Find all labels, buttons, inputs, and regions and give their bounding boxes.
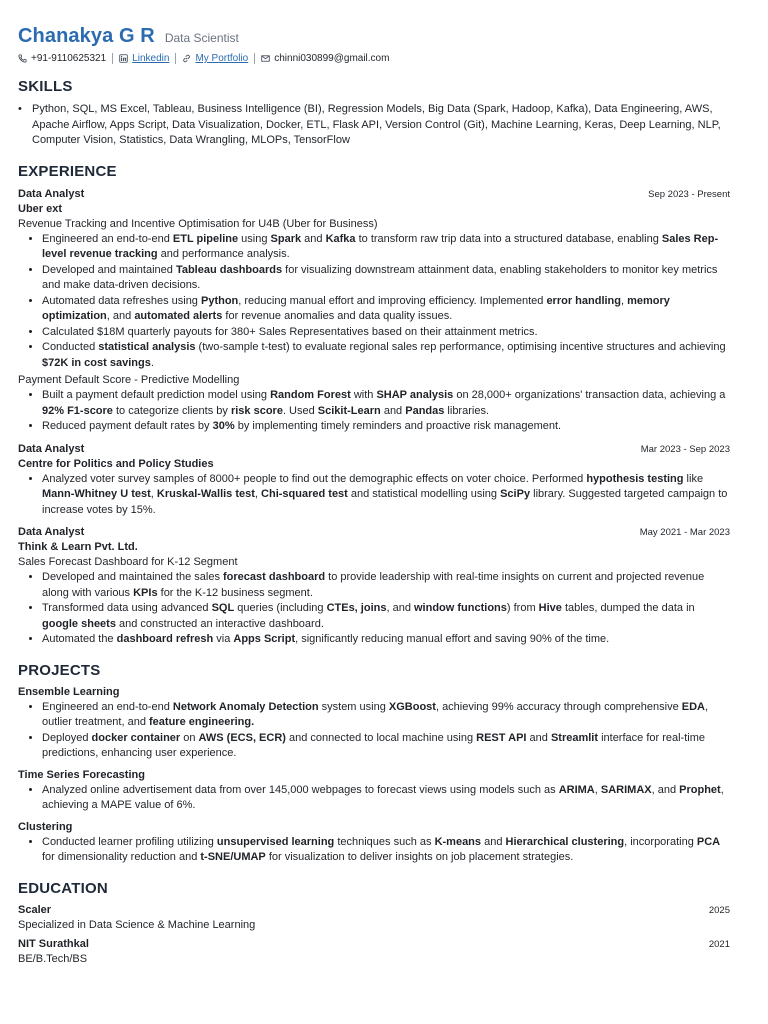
bold-text: SARIMAX	[600, 783, 652, 796]
bold-text: Hierarchical clustering	[505, 835, 625, 848]
experience-heading: EXPERIENCE	[18, 162, 117, 180]
candidate-name: Chanakya G R	[18, 25, 155, 47]
bullet-text: and constructed an interactive dashboard.	[115, 617, 324, 630]
project-entry	[18, 686, 730, 762]
bullet-text: and	[380, 404, 406, 417]
bold-text: window functions	[414, 602, 507, 614]
bullet-text: and connected to local machine using	[285, 731, 477, 744]
candidate-role: Data Scientist	[164, 31, 239, 45]
bullet-text: like	[683, 472, 704, 485]
contact-email[interactable]	[261, 53, 389, 64]
portfolio-link[interactable]: My Portfolio	[195, 53, 249, 64]
bullet-text: , achieving 99% accuracy through comprehensive	[435, 700, 682, 713]
bullet-text: to provide leadership with real-time insights on current and projected revenue along with various	[42, 571, 705, 599]
bold-text: Chi-squared test	[261, 488, 348, 500]
projects-heading: PROJECTS	[18, 661, 101, 679]
skills-section	[18, 78, 730, 149]
bullet-text: for dimensionality reduction and	[42, 851, 201, 863]
bullet-text: via	[213, 633, 234, 645]
job-dates: Mar 2023 - Sep 2023	[640, 443, 730, 455]
phone-icon	[18, 54, 27, 63]
bullet-list	[18, 835, 730, 866]
bold-text: Tableau dashboards	[175, 263, 283, 276]
bullet-item	[42, 340, 730, 371]
bullet-text: interface for real-time predictions, enhancing user experience.	[42, 731, 705, 759]
projects-list	[18, 686, 730, 866]
bullet-text: , incorporating	[624, 835, 697, 848]
bullet-item	[42, 601, 730, 632]
school-name: NIT Surathkal	[18, 937, 89, 950]
education-heading: EDUCATION	[18, 879, 108, 897]
experience-header	[18, 188, 730, 200]
bullet-text: for revenue anomalies and data quality issues.	[222, 310, 453, 322]
bullet-text: ,	[150, 488, 157, 500]
bold-text: google sheets	[42, 617, 116, 630]
bold-text: EDA	[681, 700, 705, 713]
bullet-text: , reducing manual effort and improving efficiency. Implemented	[238, 294, 547, 307]
contact-divider	[175, 53, 176, 64]
bullet-text: for visualization to deliver insights on job placement strategies.	[265, 851, 574, 863]
bullet-text: ,	[594, 783, 601, 796]
linkedin-icon	[119, 54, 128, 63]
company-name: Centre for Politics and Policy Studies	[18, 457, 214, 470]
bold-text: dashboard refresh	[116, 633, 214, 645]
bold-text: XGBoost	[388, 700, 436, 713]
bold-text: AWS (ECS, ECR)	[198, 731, 286, 744]
bullet-item	[42, 419, 730, 435]
degree-detail: BE/B.Tech/BS	[18, 952, 88, 965]
bullet-text: ,	[621, 294, 628, 307]
bullet-text: library. Suggested targeted campaign to increase votes by 15%.	[42, 488, 728, 516]
bold-text: feature engineering.	[149, 716, 255, 728]
bullet-text: Conducted	[42, 341, 99, 353]
project-title: Ensemble Learning	[18, 685, 120, 698]
bold-text: forecast dashboard	[223, 571, 326, 583]
project-title: Time Series Forecasting	[18, 768, 145, 781]
bullet-text: ,	[254, 488, 262, 500]
bullet-text: on	[180, 731, 199, 744]
bullet-item	[42, 632, 730, 648]
bullet-text: , achieving a MAPE value of 6%.	[42, 783, 724, 811]
bullet-text: libraries.	[444, 404, 489, 417]
bullet-item	[42, 232, 730, 263]
bullet-text: to categorize clients by	[112, 404, 231, 417]
bullet-list	[18, 388, 730, 435]
project-subtitle: Revenue Tracking and Incentive Optimisation for U4B (Uber for Business)	[18, 217, 378, 230]
bullet-text: tables, dumped the data in	[561, 602, 695, 614]
bold-text: ARIMA	[558, 783, 595, 796]
education-entry	[18, 904, 730, 931]
bullet-text: Built a payment default prediction model using	[42, 389, 271, 401]
bold-text: K-means	[434, 835, 482, 848]
bold-text: SHAP analysis	[376, 389, 454, 401]
contact-divider	[112, 53, 113, 64]
bullet-list	[18, 232, 730, 372]
bold-text: Hive	[538, 602, 562, 614]
experience-entry	[18, 188, 730, 435]
bullet-text: , and	[106, 310, 135, 322]
bullet-text: , outlier treatment, and	[42, 700, 709, 728]
bold-text: automated alerts	[134, 310, 223, 322]
bold-text: 92% F1-score	[42, 404, 113, 417]
skills-heading: SKILLS	[18, 78, 73, 95]
bullet-item	[42, 700, 730, 731]
bold-text: KPIs	[133, 586, 158, 599]
project-subtitle: Sales Forecast Dashboard for K-12 Segment	[18, 556, 238, 568]
graduation-year: 2021	[708, 938, 730, 950]
resume-page	[18, 0, 730, 965]
bold-text: Kruskal-Wallis test	[156, 488, 255, 500]
bold-text: error handling	[546, 294, 621, 307]
bullet-text: on 28,000+ organizations' transaction data, achieving a	[453, 389, 726, 401]
contact-phone	[18, 53, 106, 64]
company-name: Uber ext	[18, 202, 63, 215]
skills-list: • Python, SQL, MS Excel, Tableau, Business Intelligence (BI), Regression Models, Big Data (Spark, Hadoop, Kafka), Data Engineering, AWS, Apache Airflow, Apps Script, Data Visualization, Docker, ETL, Flask API, Version Control (Git), Machine Learning, Keras, Deep Learning, NLP, Computer Vision, Statistics, Data Wrangling, MLOPs, TensorFlow	[18, 102, 730, 149]
bullet-item	[42, 263, 730, 294]
bullet-item	[42, 570, 730, 601]
bullet-text: using	[238, 232, 271, 245]
bullet-text: by implementing timely reminders and proactive risk management.	[234, 420, 562, 432]
bullet-text: Analyzed online advertisement data from over 145,000 webpages to forecast views using models such as	[42, 783, 559, 796]
contact-linkedin[interactable]	[119, 53, 169, 64]
bullet-text: Calculated $18M quarterly payouts for 380+ Sales Representatives based on their attainment metrics.	[42, 325, 538, 338]
experience-list	[18, 188, 730, 648]
experience-header	[18, 443, 730, 455]
education-list	[18, 904, 730, 965]
bullet-text: and	[301, 232, 326, 245]
bullet-item	[42, 294, 730, 325]
bullet-text: ) from	[506, 602, 539, 614]
bold-text: Spark	[270, 232, 302, 245]
experience-entry	[18, 443, 730, 519]
bold-text: Scikit-Learn	[317, 404, 381, 417]
experience-section	[18, 163, 730, 648]
bullet-item	[42, 388, 730, 419]
bullet-text: techniques such as	[334, 835, 435, 848]
bold-text: risk score	[230, 404, 283, 417]
bold-text: $72K in cost savings	[42, 356, 151, 369]
bold-text: Prophet	[679, 783, 721, 796]
bullet-item	[42, 835, 730, 866]
bullet-list	[18, 570, 730, 648]
bullet-text: Automated the	[42, 633, 117, 645]
experience-header	[18, 526, 730, 538]
bold-text: Kafka	[325, 232, 356, 245]
job-dates: May 2021 - Mar 2023	[639, 527, 730, 538]
bullet-text: system using	[318, 700, 389, 713]
phone-text: +91-9110625321	[31, 53, 107, 64]
degree-detail: Specialized in Data Science & Machine Learning	[18, 918, 256, 931]
contact-portfolio[interactable]	[182, 53, 248, 64]
projects-section	[18, 662, 730, 866]
bold-text: Streamlit	[550, 731, 599, 744]
bullet-text: and statistical modelling using	[347, 488, 501, 500]
bullet-list	[18, 472, 730, 519]
bullet-text: Transformed data using advanced	[42, 602, 212, 614]
link-icon	[182, 54, 191, 63]
school-name: Scaler	[18, 903, 52, 916]
bold-text: Pandas	[405, 404, 445, 417]
bullet-item	[42, 731, 730, 762]
bold-text: SciPy	[500, 488, 531, 500]
bullet-text: with	[350, 389, 377, 401]
bold-text: statistical analysis	[98, 341, 196, 353]
contact-divider	[254, 53, 255, 64]
bullet-text: and	[481, 835, 506, 848]
bullet-text: queries (including	[234, 602, 327, 614]
bullet-text: for visualizing downstream attainment data, enabling stakeholders to monitor key metrics and make data-driven decisions.	[42, 263, 718, 291]
education-header	[18, 904, 730, 916]
bullet-item	[42, 783, 730, 814]
bullet-text: Reduced payment default rates by	[42, 420, 213, 432]
job-title: Data Analyst	[18, 526, 85, 538]
graduation-year: 2025	[708, 904, 730, 916]
bold-text: Apps Script	[233, 633, 296, 645]
bullet-text: . Used	[282, 404, 318, 417]
project-entry	[18, 821, 730, 866]
company-name: Think & Learn Pvt. Ltd.	[18, 541, 138, 553]
bullet-list	[18, 700, 730, 762]
bullet-text: Engineered an end-to-end	[42, 232, 173, 245]
resume-header	[18, 25, 730, 48]
job-dates: Sep 2023 - Present	[648, 188, 730, 200]
bullet-text: Automated data refreshes using	[42, 294, 201, 307]
bullet-text: Conducted learner profiling utilizing	[42, 835, 217, 848]
contact-bar	[18, 53, 730, 64]
bullet-text: Developed and maintained	[42, 263, 176, 276]
bullet-text: , and	[386, 602, 414, 614]
bold-text: memory optimization	[42, 294, 670, 322]
bold-text: Python	[200, 294, 239, 307]
job-title: Data Analyst	[18, 187, 85, 200]
bold-text: PCA	[696, 835, 721, 848]
bold-text: hypothesis testing	[586, 472, 684, 485]
bold-text: SQL	[211, 602, 235, 614]
education-entry	[18, 938, 730, 965]
bullet-text: (two-sample t-test) to evaluate regional sales rep performance, optimising incentive structures and achieving	[195, 341, 726, 353]
bullet-text: Deployed	[42, 731, 92, 744]
bold-text: REST API	[476, 731, 527, 744]
bold-text: ETL pipeline	[172, 232, 239, 245]
bold-text: CTEs, joins	[326, 602, 387, 614]
bullet-text: to transform raw trip data into a structured database, enabling	[355, 232, 662, 245]
education-header	[18, 938, 730, 950]
bold-text: Network Anomaly Detection	[172, 700, 319, 713]
bold-text: Sales Rep-level revenue tracking	[42, 232, 719, 260]
bold-text: 30%	[212, 420, 235, 432]
bold-text: docker container	[91, 731, 181, 744]
bullet-list	[18, 783, 730, 814]
job-title: Data Analyst	[18, 442, 85, 455]
bullet-text: .	[150, 356, 154, 369]
linkedin-link[interactable]: Linkedin	[132, 53, 170, 64]
project-subtitle: Payment Default Score - Predictive Modelling	[18, 374, 240, 386]
bullet-item	[42, 472, 730, 519]
bullet-text: , and	[651, 783, 680, 796]
bold-text: Random Forest	[270, 389, 351, 401]
bullet-text: Engineered an end-to-end	[42, 700, 173, 713]
bullet-item	[42, 325, 730, 341]
bullet-text: Developed and maintained the sales	[42, 571, 224, 583]
bold-text: t-SNE/UMAP	[200, 851, 266, 863]
bullet-text: for the K-12 business segment.	[157, 586, 313, 599]
bold-text: Mann-Whitney U test	[42, 488, 151, 500]
bullet-text: , significantly reducing manual effort and saving 90% of the time.	[295, 633, 610, 645]
bullet-text: Analyzed voter survey samples of 8000+ people to find out the demographic effects on voter choice. Performed	[42, 472, 587, 485]
bullet-text: and	[526, 731, 551, 744]
education-section	[18, 880, 730, 965]
project-entry	[18, 769, 730, 814]
bullet-text: and performance analysis.	[157, 248, 290, 260]
project-title: Clustering	[18, 820, 73, 833]
mail-icon	[261, 54, 270, 63]
experience-entry	[18, 526, 730, 648]
email-text[interactable]: chinni030899@gmail.com	[274, 53, 390, 64]
bold-text: unsupervised learning	[216, 835, 335, 848]
